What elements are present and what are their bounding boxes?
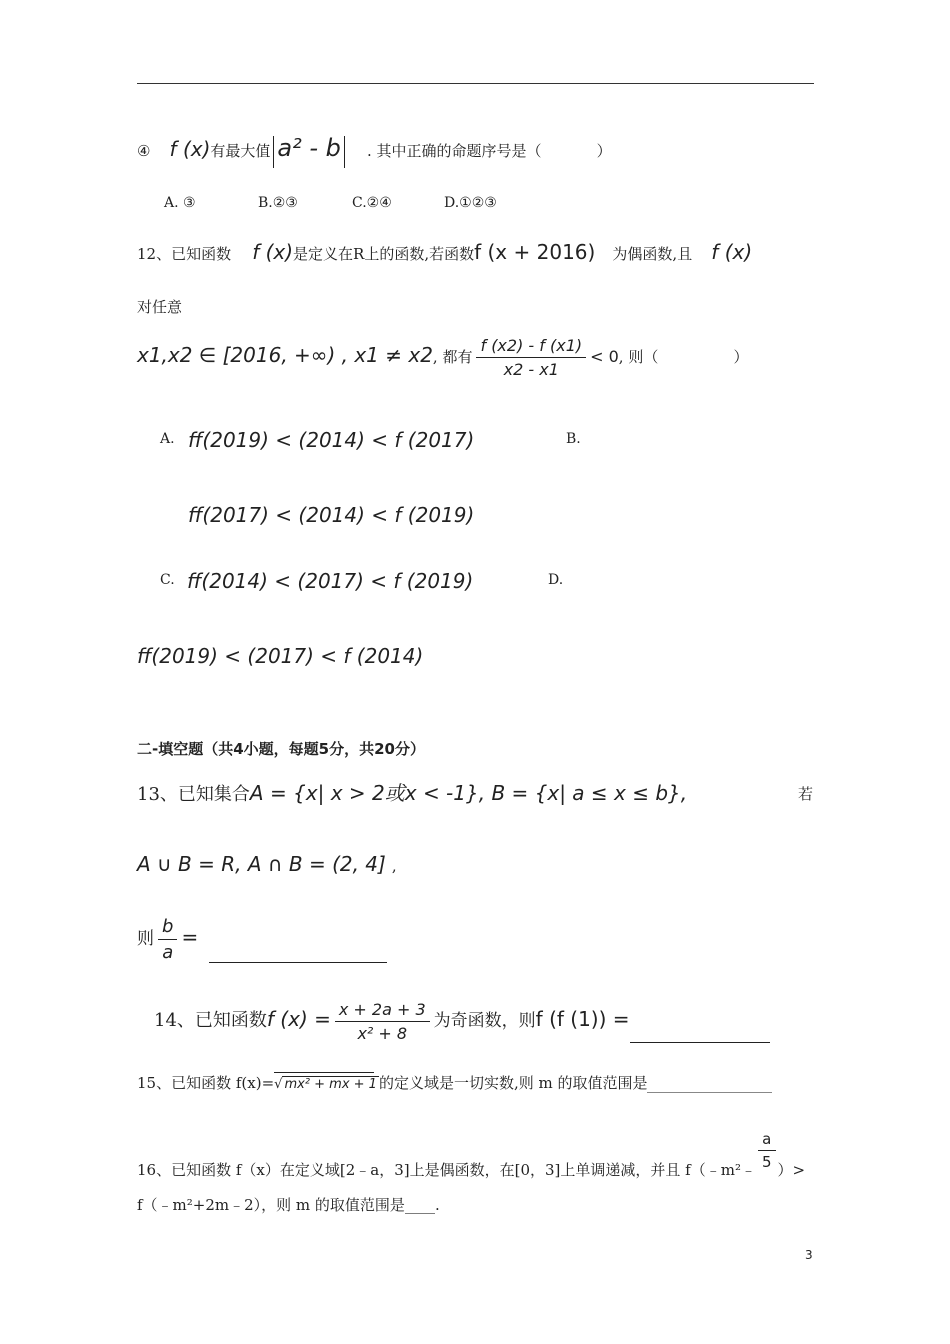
item4-close: ）	[596, 142, 612, 160]
q12-fraction	[476, 336, 586, 379]
q15-text: 的定义域是一切实数,则 m 的取值范围是	[378, 1074, 648, 1092]
item4-fx: f (x)	[169, 137, 211, 161]
q12-cond-text: , 都有	[432, 348, 473, 366]
q15-line	[137, 1072, 772, 1093]
q12-lead: 12、已知函数	[137, 245, 232, 263]
q16-line1-end: ）>	[777, 1161, 806, 1179]
q14-text: 为奇函数，则	[433, 1011, 536, 1031]
q14-frac-den: x² + 8	[357, 1024, 408, 1043]
q13-ze: 则	[137, 929, 154, 949]
abs-bar-left	[273, 136, 274, 168]
q11-optA: A. ③	[164, 195, 196, 211]
q13-setA: A = {x| x > 2或x < -1}	[249, 781, 479, 805]
q13-comma: ,	[391, 857, 397, 875]
q16-line2	[137, 1194, 440, 1215]
q16-line2-text: f（﹣m²+2m﹣2），则 m 的取值范围是	[137, 1196, 405, 1214]
q11-optC: C.②④	[352, 195, 392, 211]
q15-sqrt-wrap	[274, 1068, 379, 1092]
q11-item4	[137, 134, 612, 168]
q12-then: , 则（	[618, 348, 659, 366]
q16-blank[interactable]: ____	[404, 1196, 435, 1214]
q12-optB-label: B.	[566, 431, 581, 447]
q13-lead: 13、已知集合	[137, 784, 250, 805]
q11-optB: B.②③	[258, 195, 298, 211]
q14-lead: 14、已知函数	[154, 1010, 267, 1031]
abs-bar-right	[344, 136, 345, 168]
q13-eq: =	[181, 925, 199, 949]
q16-frac-num: a	[758, 1130, 776, 1151]
q14-frac-num: x + 2a + 3	[335, 1000, 430, 1022]
q12-optD: ff(2019) < (2017) < f (2014)	[137, 644, 424, 668]
q13-setB: , B = {x| a ≤ x ≤ b},	[478, 781, 688, 805]
q12-optA: ff(2019) < (2014) < f (2017)	[188, 428, 475, 452]
section2-heading: 二-填空题（共4小题，每题5分，共20分）	[137, 740, 425, 758]
q12-optC: ff(2014) < (2017) < f (2019)	[187, 569, 474, 593]
q12-lt0: < 0	[590, 347, 619, 366]
item4-marker: ④	[137, 142, 151, 160]
q13-line2	[137, 852, 397, 876]
q16-line1-text: 16、已知函数 f（x）在定义域[2﹣a，3]上是偶函数，在[0，3]上单调递减，并且 f（﹣m²﹣	[137, 1161, 756, 1179]
q12-fx: f (x)	[252, 240, 294, 264]
q13-cond: A ∪ B = R, A ∩ B = (2, 4]	[137, 852, 386, 876]
item4-text2: . 其中正确的命题序号是（	[366, 142, 542, 160]
q12-cond-vars: x1,x2 ∈ [2016, +∞) , x1 ≠ x2	[137, 343, 433, 367]
q16-period: .	[434, 1196, 440, 1214]
q12-fx-end: f (x)	[711, 240, 753, 264]
q13-frac-num: b	[158, 916, 177, 940]
q14-fraction	[335, 1000, 430, 1043]
q16-frac-den: 5	[761, 1153, 772, 1171]
q13-line1	[137, 777, 687, 806]
q12-frac-den: x2 - x1	[503, 360, 559, 379]
q12-frac-num: f (x2) - f (x1)	[476, 336, 586, 358]
q12-close: ）	[733, 348, 749, 366]
q12-text2: 为偶函数,且	[612, 245, 693, 263]
q16-fraction	[758, 1130, 776, 1171]
q15-numerator-line	[274, 1068, 374, 1073]
q12-optB: ff(2017) < (2014) < f (2019)	[188, 503, 475, 527]
q12-optD-label: D.	[548, 572, 564, 588]
q12-optC-label: C.	[160, 572, 175, 588]
q12-text1: 是定义在R上的函数,若函数	[293, 245, 475, 263]
item4-text1: 有最大值	[210, 142, 271, 160]
q13-ruo: 若	[798, 785, 814, 803]
q11-optD: D.①②③	[444, 195, 497, 211]
q13-fraction	[158, 916, 177, 963]
q13-answer-blank[interactable]	[209, 942, 387, 963]
q13-frac-den: a	[162, 942, 174, 963]
q15-sqrt-sign: √	[274, 1076, 283, 1092]
page-number: 3	[805, 1248, 813, 1262]
q15-sqrt: mx² + mx + 1	[284, 1076, 377, 1092]
q13-line3	[137, 916, 387, 963]
q14-fx: f (x) =	[266, 1007, 331, 1031]
header-rule	[137, 83, 814, 84]
item4-expr: a² - b	[277, 134, 341, 162]
q14-line	[154, 1000, 770, 1043]
q14-ask: f (f (1)) =	[535, 1007, 630, 1031]
q14-answer-blank[interactable]	[630, 1020, 770, 1043]
q15-lead: 15、已知函数 f(x)=	[137, 1074, 275, 1092]
q16-line1	[137, 1130, 805, 1180]
q12-line2: 对任意	[137, 298, 183, 316]
q12-optA-label: A.	[160, 431, 175, 447]
q12-fx2016: f (x + 2016)	[474, 240, 596, 264]
q15-answer-blank[interactable]	[647, 1076, 772, 1093]
q12-line1	[137, 240, 752, 264]
q12-cond	[137, 336, 748, 379]
